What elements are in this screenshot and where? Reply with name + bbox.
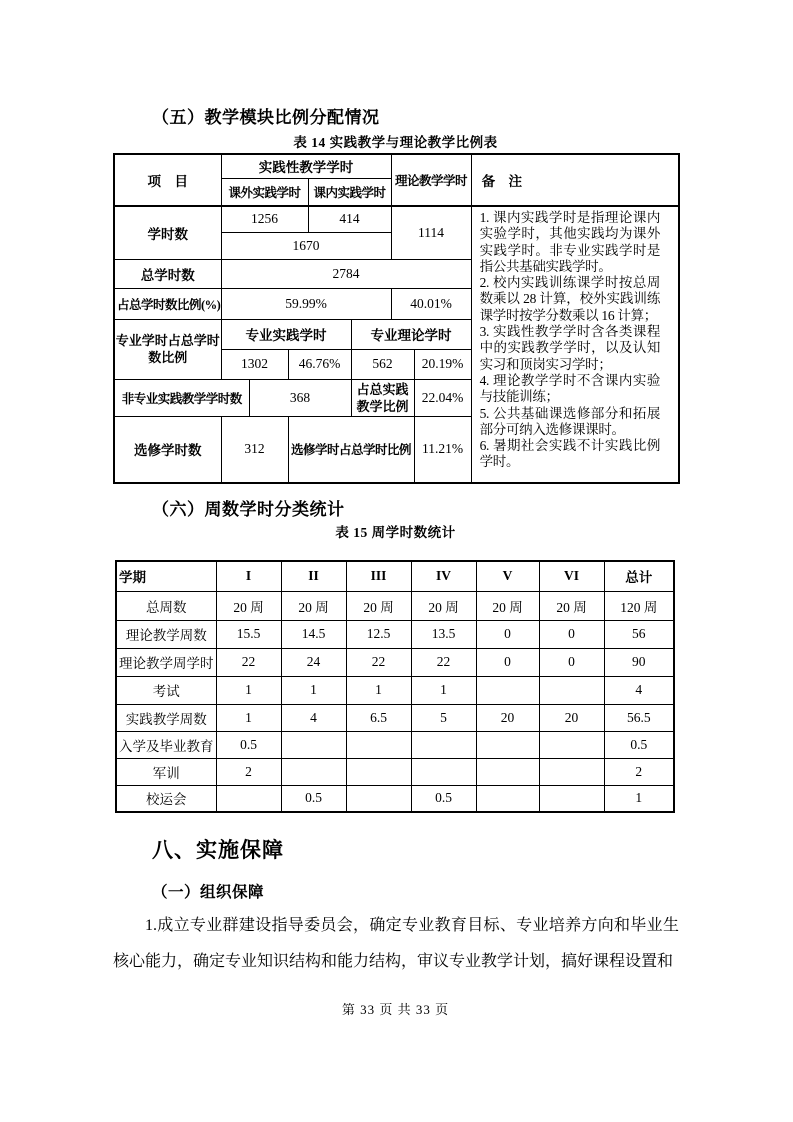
t15-header-cell: IV: [411, 561, 476, 591]
t15-cell: [281, 731, 346, 758]
t15-cell: 20 周: [346, 591, 411, 620]
t15-row-label: 总周数: [116, 591, 216, 620]
t15-cell: 1: [216, 704, 281, 731]
t14-value: 1256: [221, 206, 308, 232]
t15-cell: 1: [411, 676, 476, 704]
t15-cell: 1: [281, 676, 346, 704]
t15-cell: 1: [216, 676, 281, 704]
t15-header-cell: V: [476, 561, 539, 591]
t15-cell: [539, 785, 604, 812]
t15-cell: [346, 758, 411, 785]
t15-cell: [539, 758, 604, 785]
t14-label-elective-pct: 选修学时占总学时比例: [288, 416, 414, 483]
section-heading-6: （六）周数学时分类统计: [152, 500, 345, 519]
t15-cell: 15.5: [216, 620, 281, 648]
t15-row-label: 实践教学周数: [116, 704, 216, 731]
note-item: 2. 校内实践训练课学时按总周数乘以 28 计算，校外实践训练课学时按学分数乘以 16 计算；: [479, 275, 661, 323]
t14-value: 368: [249, 379, 351, 416]
t14-label-pct: 占总学时数比例(%): [114, 288, 221, 319]
t14-header-remarks: 备 注: [471, 154, 679, 206]
note-item: 3. 实践性教学学时含各类课程中的实践教学学时，以及认知实习和顶岗实习学时；: [479, 324, 661, 372]
t14-value: 22.04%: [414, 379, 471, 416]
t15-cell: [539, 731, 604, 758]
table-row: [116, 731, 674, 758]
table-row: [116, 620, 674, 648]
t15-cell: 0.5: [411, 785, 476, 812]
t15-cell: 0: [476, 648, 539, 676]
t14-label-elective: 选修学时数: [114, 416, 221, 483]
t15-header-cell: III: [346, 561, 411, 591]
t14-header-major-practical: 专业实践学时: [221, 319, 351, 349]
t15-cell: 0: [539, 620, 604, 648]
t14-header-extracurricular: 课外实践学时: [221, 178, 308, 206]
t15-cell: 20 周: [539, 591, 604, 620]
t14-value: 59.99%: [221, 288, 391, 319]
t14-value: 1670: [221, 232, 391, 259]
t14-header-practical-group: 实践性教学学时: [221, 154, 391, 178]
t14-value: 46.76%: [288, 349, 351, 379]
t14-value: 1114: [391, 206, 471, 259]
t15-cell: 1: [604, 785, 674, 812]
t15-cell: 90: [604, 648, 674, 676]
t15-cell: 2: [216, 758, 281, 785]
t15-header-cell: I: [216, 561, 281, 591]
t15-cell: [476, 731, 539, 758]
t15-header-cell: 学期: [116, 561, 216, 591]
t14-header-inclass: 课内实践学时: [308, 178, 391, 206]
t15-cell: 6.5: [346, 704, 411, 731]
t14-value: 40.01%: [391, 288, 471, 319]
t15-cell: [216, 785, 281, 812]
note-item: 6. 暑期社会实践不计实践比例学时。: [479, 438, 661, 470]
t15-cell: 0.5: [216, 731, 281, 758]
t15-cell: [281, 758, 346, 785]
note-item: 4. 理论教学学时不含课内实验与技能训练；: [479, 372, 661, 405]
table14-practical-vs-theory: [113, 153, 680, 484]
t14-value: 414: [308, 206, 391, 232]
t15-cell: 120 周: [604, 591, 674, 620]
t15-cell: 20 周: [411, 591, 476, 620]
t14-label-nonmajor-pct: 占总实践教学比例: [351, 379, 414, 416]
t15-cell: [346, 731, 411, 758]
body-paragraph: [113, 908, 679, 979]
paragraph-line: 1.成立专业群建设指导委员会，确定专业教育目标、专业培养方向和毕业生: [145, 917, 679, 934]
t15-cell: [476, 758, 539, 785]
table-row: [116, 561, 674, 591]
t15-cell: 20 周: [476, 591, 539, 620]
section-heading-5: （五）教学模块比例分配情况: [152, 108, 380, 127]
table14-caption: 表 14 实践教学与理论教学比例表: [293, 135, 498, 150]
t15-cell: 0.5: [281, 785, 346, 812]
t14-value: 2784: [221, 259, 471, 288]
t15-cell: 1: [346, 676, 411, 704]
t15-cell: 22: [216, 648, 281, 676]
table-row: [114, 154, 679, 178]
t15-cell: 20 周: [216, 591, 281, 620]
t15-row-label: 考试: [116, 676, 216, 704]
table-row: [116, 591, 674, 620]
note-item: 1. 课内实践学时是指理论课内实验学时，其他实践均为课外实践学时。非专业实践学时是指公共基础实践学时。: [479, 210, 661, 274]
t15-cell: 56: [604, 620, 674, 648]
t15-cell: 13.5: [411, 620, 476, 648]
t15-row-label: 军训: [116, 758, 216, 785]
table-row: [116, 648, 674, 676]
t15-row-label: 理论教学周学时: [116, 648, 216, 676]
t15-cell: [411, 758, 476, 785]
t15-cell: 20: [476, 704, 539, 731]
table-row: [116, 758, 674, 785]
t14-header-theory: 理论教学学时: [391, 154, 471, 206]
t15-cell: [476, 785, 539, 812]
section-heading-8: 八、实施保障: [152, 839, 284, 862]
t15-cell: 22: [411, 648, 476, 676]
t15-cell: 4: [604, 676, 674, 704]
subsection-heading-org: （一）组织保障: [152, 884, 265, 901]
t15-cell: 5: [411, 704, 476, 731]
table15-weekly-hours: [115, 560, 675, 813]
t15-header-cell: 总计: [604, 561, 674, 591]
t15-cell: 22: [346, 648, 411, 676]
t14-value: 11.21%: [414, 416, 471, 483]
table15-caption: 表 15 周学时数统计: [335, 525, 456, 540]
t14-label-nonmajor: 非专业实践教学学时数: [114, 379, 249, 416]
t15-cell: 20 周: [281, 591, 346, 620]
t14-value: 312: [221, 416, 288, 483]
t15-cell: 14.5: [281, 620, 346, 648]
t15-cell: 56.5: [604, 704, 674, 731]
t15-cell: 2: [604, 758, 674, 785]
page-number-footer: 第 33 页 共 33 页: [341, 1002, 450, 1017]
t15-cell: 0: [476, 620, 539, 648]
t14-notes-cell: [471, 206, 679, 483]
t15-cell: 4: [281, 704, 346, 731]
t15-cell: [346, 785, 411, 812]
t15-cell: [539, 676, 604, 704]
t15-header-cell: II: [281, 561, 346, 591]
t15-cell: 24: [281, 648, 346, 676]
note-item: 5. 公共基础课选修部分和拓展部分可纳入选修课课时。: [479, 405, 661, 437]
t15-cell: 12.5: [346, 620, 411, 648]
t14-label-total: 总学时数: [114, 259, 221, 288]
t14-header-major-theory: 专业理论学时: [351, 319, 471, 349]
table-row: [114, 206, 679, 232]
paragraph-line: 核心能力，确定专业知识结构和能力结构，审议专业教学计划，搞好课程设置和: [113, 952, 674, 970]
table-row: [116, 704, 674, 731]
t14-label-hours: 学时数: [114, 206, 221, 259]
t15-row-label: 校运会: [116, 785, 216, 812]
table-row: [116, 785, 674, 812]
table-row: [116, 676, 674, 704]
t15-cell: [476, 676, 539, 704]
t14-value: 20.19%: [414, 349, 471, 379]
t14-value: 1302: [221, 349, 288, 379]
t15-row-label: 入学及毕业教育: [116, 731, 216, 758]
t15-header-cell: VI: [539, 561, 604, 591]
t15-cell: 0: [539, 648, 604, 676]
t15-cell: [411, 731, 476, 758]
t15-row-label: 理论教学周数: [116, 620, 216, 648]
t15-cell: 0.5: [604, 731, 674, 758]
t14-label-major: 专业学时占总学时数比例: [114, 319, 221, 379]
t15-cell: 20: [539, 704, 604, 731]
t14-value: 562: [351, 349, 414, 379]
t14-header-item: 项 目: [114, 154, 221, 206]
